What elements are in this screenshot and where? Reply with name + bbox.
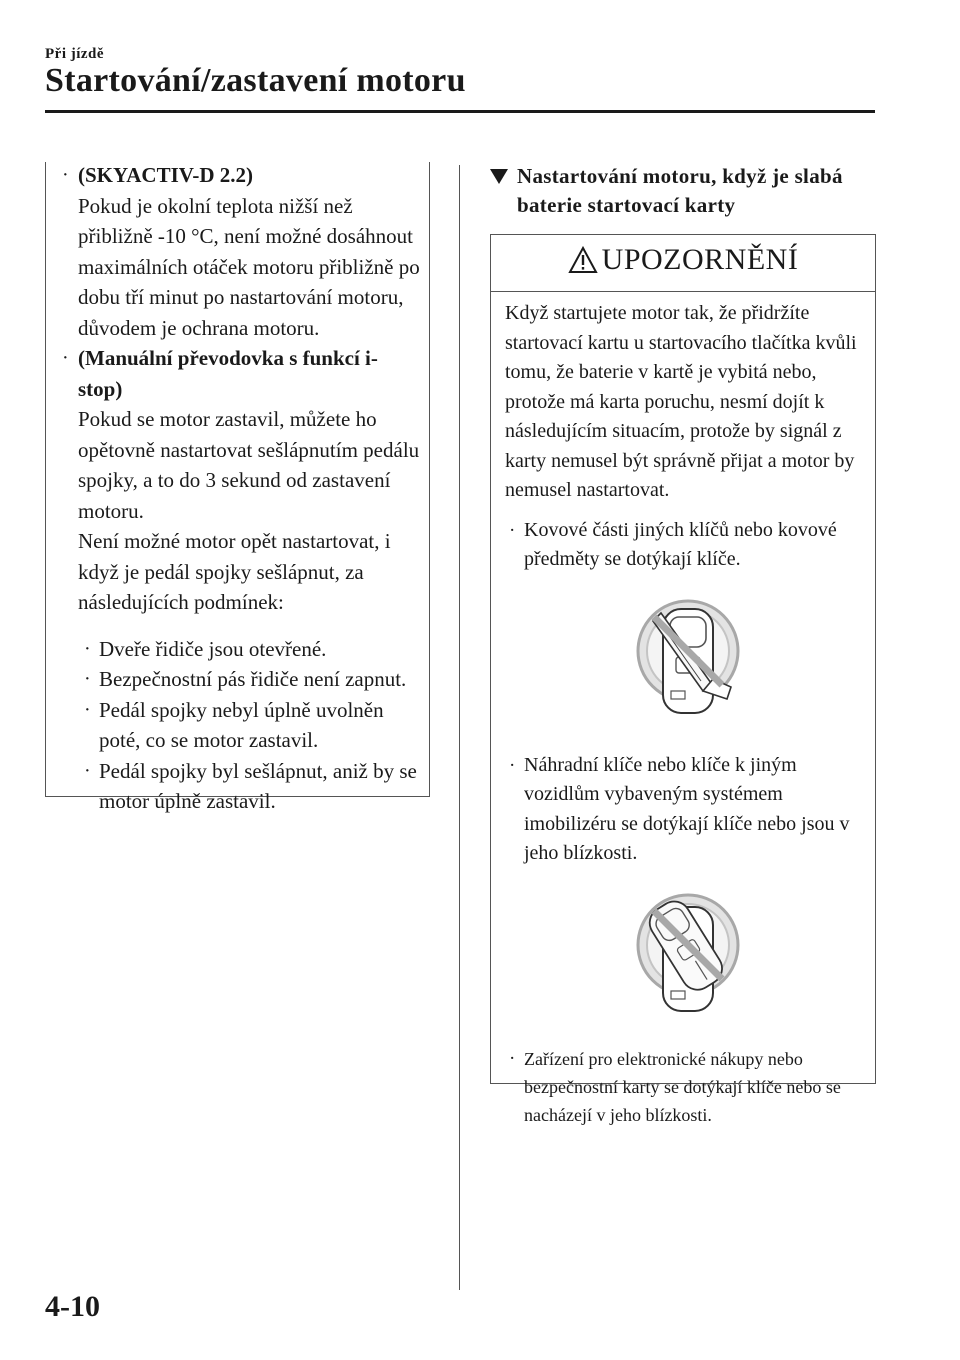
list-item: · Bezpečnostní pás řidiče není zapnut. — [62, 664, 422, 695]
caution-body — [505, 299, 867, 1129]
bullet-icon: · — [509, 754, 516, 776]
manual-note — [62, 343, 422, 618]
caution-header — [491, 235, 875, 292]
title-rule — [45, 110, 875, 113]
manual-heading: (Manuální převodovka s funkcí i-stop) — [78, 346, 378, 401]
right-section-heading: Nastartování motoru, když je slabá baterie startovací karty — [490, 162, 880, 220]
manual-text-2: Není možné motor opět nastartovat, i když je pedál spojky sešlápnut, za následujících podmínek: — [78, 529, 391, 614]
list-item: · Dveře řidiče jsou otevřené. — [62, 634, 422, 665]
conditions-list — [62, 634, 422, 817]
caution-intro: Když startujete motor tak, že přidržíte startovací kartu u startovacího tlačítka kvůli tomu, že baterie v kartě je vybitá nebo, protože má karta poruchu, nesmí dojít k následujícím situacím, protože by signál z karty nemusel být správně přijat a motor by nemusel nastartovat. — [505, 302, 857, 501]
column-divider — [459, 165, 460, 1290]
list-item: · Kovové části jiných klíčů nebo kovové předměty se dotýkají klíče. — [505, 516, 867, 575]
left-column — [62, 160, 422, 817]
skyactiv-text: Pokud je okolní teplota nižší než přibližně -10 °C, není možné dosáhnout maximálních otáček motoru přibližně po dobu tří minut po nastartování motoru, důvodem je ochrana motoru. — [78, 193, 420, 340]
section-kicker: Při jízdě — [45, 46, 105, 62]
bullet-icon: · — [509, 1047, 516, 1069]
list-item: · Pedál spojky nebyl úplně uvolněn poté, co se motor zastavil. — [62, 695, 422, 756]
key-with-metal-key-prohibited-icon — [633, 599, 743, 729]
key-with-spare-key-prohibited-icon — [633, 893, 743, 1023]
page-title: Startování/zastavení motoru — [45, 62, 466, 99]
bullet-icon: · — [84, 759, 91, 782]
caution-title: UPOZORNĚNÍ — [601, 243, 799, 276]
skyactiv-heading: (SKYACTIV-D 2.2) — [78, 163, 254, 187]
skyactiv-note — [62, 160, 422, 343]
bullet-icon: · — [84, 698, 91, 721]
caution-box — [490, 234, 876, 1125]
manual-text-1: Pokud se motor zastavil, můžete ho opětovně nastartovat sešlápnutím pedálu spojky, a to do 3 sekund od zastavení motoru. — [78, 407, 420, 523]
bullet-icon: · — [62, 164, 69, 186]
list-item: · Pedál spojky byl sešlápnut, aniž by se motor úplně zastavil. — [62, 756, 422, 817]
list-item: · Náhradní klíče nebo klíče k jiným vozidlům vybaveným systémem imobilizéru se dotýkají klíče nebo jsou v jeho blízkosti. — [505, 751, 867, 869]
warning-triangle-icon — [568, 246, 598, 274]
bullet-icon: · — [84, 637, 91, 660]
bullet-icon: · — [84, 668, 91, 690]
down-triangle-icon — [490, 169, 508, 184]
page-number: 4-10 — [45, 1290, 100, 1323]
list-item: · Zařízení pro elektronické nákupy nebo bezpečnostní karty se dotýkají klíče nebo se nacházejí v jeho blízkosti. — [505, 1045, 867, 1129]
bullet-icon: · — [62, 347, 69, 369]
bullet-icon: · — [509, 519, 516, 541]
